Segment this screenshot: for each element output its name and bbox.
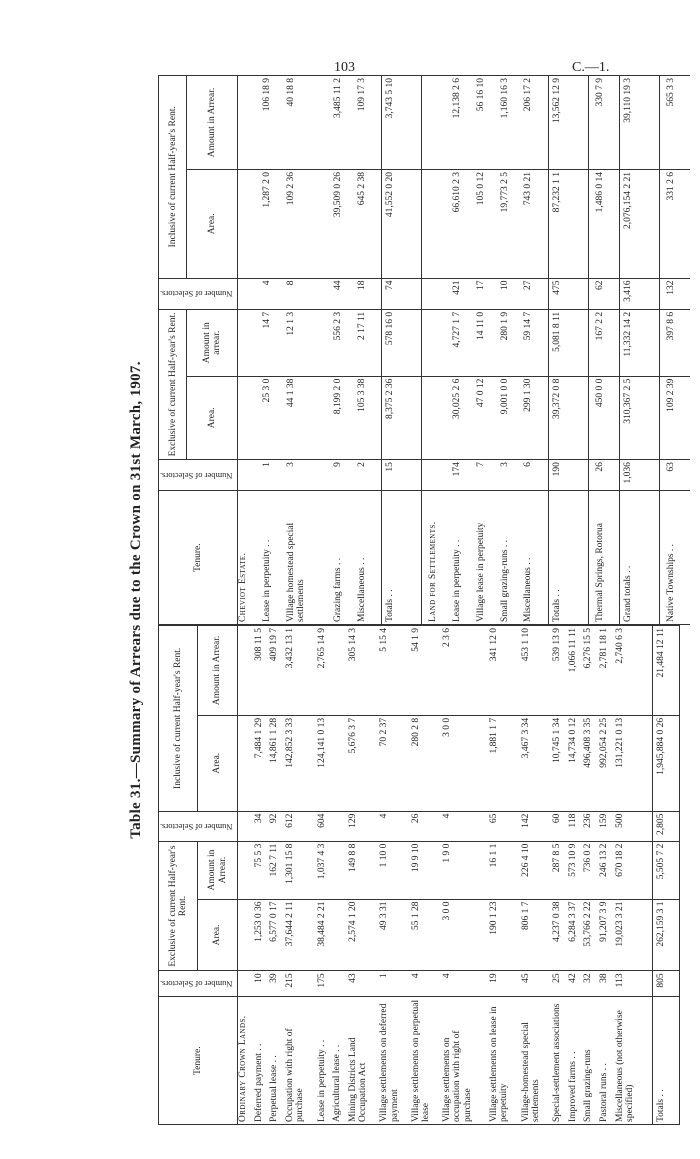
area-cell: 55 1 28 [411,899,442,971]
col-exclusive: Exclusive of current Half-year's Rent. [159,841,198,971]
tenure-cell: Lease in perpetuity . . [317,997,333,1125]
empty-cell [428,169,452,278]
area-incl-cell: 3 0 0 [442,715,489,811]
area-cell: 19,023 3 21 [615,899,646,971]
area-cell: 310,367 2 5 [620,376,660,459]
tenure-cell: Small grazing-runs [583,997,599,1125]
area-cell: 44 1 38 [286,376,333,459]
amount-cell: 670 18 2 [615,841,646,899]
col-area-2: Area. [198,715,237,811]
table-row [262,76,286,625]
empty-cell [237,309,262,376]
area-cell: 3 0 0 [442,899,489,971]
selectors-incl-cell: 2,805 [653,811,679,841]
empty-cell [237,278,262,309]
area-cell: 105 3 38 [357,376,382,459]
area-incl-cell: 5,676 3 7 [348,715,379,811]
amount-cell: 12 1 3 [286,309,333,376]
selectors-incl-cell: 159 [599,811,615,841]
selectors-cell: 175 [317,971,333,997]
area-incl-cell: 7,484 1 29 [254,715,270,811]
col-tenure-r: Tenure. [159,491,238,625]
page-number: 103 [334,60,355,75]
amount-incl-cell: 54 1 9 [411,626,442,716]
table-row [620,76,660,625]
area-incl-cell: 87,232 1 1 [548,169,588,278]
col-area: Area. [198,899,237,971]
amount-cell: 149 8 8 [348,841,379,899]
section-row [237,626,253,1125]
area-incl-cell: 39,509 0 26 [333,169,357,278]
selectors-incl-cell: 500 [615,811,646,841]
amount-incl-cell: 2,781 18 1 [599,626,615,716]
table-row [269,626,285,1125]
selectors-cell: 43 [348,971,379,997]
selectors-cell: 190 [548,460,588,491]
col-amount-r2: Amount in Arrear. [187,76,237,170]
amount-cell: 1 9 0 [442,841,489,899]
tenure-cell: Village lease in perpetuity [476,491,500,625]
amount-incl-cell: 305 14 3 [348,626,379,716]
amount-incl-cell: 2 3 6 [442,626,489,716]
area-incl-cell: 19,773 2 5 [500,169,524,278]
empty-cell [428,460,452,491]
selectors-cell: 10 [254,971,270,997]
area-incl-cell: 142,852 3 33 [285,715,316,811]
tenure-cell: Occupation with right of purchase [285,997,316,1125]
section-row [428,76,452,625]
document-reference: C.—1. [572,60,610,75]
area-cell: 49 3 31 [379,899,410,971]
area-cell: 1,253 0 36 [254,899,270,971]
table-row [254,626,270,1125]
tenure-cell: Totals . . [653,997,679,1125]
area-incl-cell: 3,467 3 34 [521,715,552,811]
selectors-cell: 3 [500,460,524,491]
selectors-incl-cell: 34 [254,811,270,841]
selectors-incl-cell: 4 [262,278,286,309]
selectors-incl-cell: 17 [476,278,500,309]
selectors-cell: 2 [357,460,382,491]
col-tenure: Tenure. [159,997,238,1125]
area-incl-cell: 496,408 3 35 [583,715,599,811]
table-row [489,626,520,1125]
tenure-cell: Miscellaneous (not otherwise specified) [615,997,646,1125]
area-cell: 53,766 2 22 [583,899,599,971]
selectors-cell: 113 [615,971,646,997]
area-cell: 299 1 30 [523,376,548,459]
area-incl-cell [332,715,348,811]
tenure-cell: Lease in perpetuity . . [452,491,476,625]
amount-incl-cell: 1,066 11 11 [568,626,584,716]
tenure-cell: Village settlements on occupation with right of purchase [442,997,489,1125]
selectors-cell: 9 [333,460,357,491]
amount-incl-cell: 39,110 19 3 [620,76,660,170]
selectors-cell: 32 [583,971,599,997]
area-incl-cell: 14,734 0 12 [568,715,584,811]
col-amount: Amount in Arrear. [198,841,237,899]
area-incl-cell: 331 2 6 [666,169,690,278]
table-row [521,626,552,1125]
area-incl-cell: 14,861 1 28 [269,715,285,811]
table-row [615,626,646,1125]
tenure-cell: Pastoral runs . . [599,997,615,1125]
selectors-incl-cell: 612 [285,811,316,841]
selectors-cell: 805 [653,971,679,997]
area-incl-cell: 1,945,884 0 26 [653,715,679,811]
empty-cell [237,460,262,491]
tenure-cell: Deferred payment . . [254,997,270,1125]
amount-cell: 16 1 1 [489,841,520,899]
amount-incl-cell: 308 11 5 [254,626,270,716]
selectors-incl-cell: 3,416 [620,278,660,309]
area-cell: 6,284 3 37 [568,899,584,971]
amount-cell: 59 14 7 [523,309,548,376]
area-cell: 6,577 0 17 [269,899,285,971]
table-row [357,76,382,625]
amount-incl-cell: 206 17 2 [523,76,548,170]
selectors-incl-cell: 92 [269,811,285,841]
amount-cell: 14 11 0 [476,309,500,376]
selectors-cell: 6 [523,460,548,491]
tenure-cell: Perpetual lease . . [269,997,285,1125]
col-amount-2: Amount in Arrear. [198,626,237,716]
amount-incl-cell: 409 19 7 [269,626,285,716]
empty-cell [237,715,253,811]
tenure-cell: Village settlements on perpetual lease [411,997,442,1125]
amount-cell: 573 10 9 [568,841,584,899]
amount-cell: 736 0 2 [583,841,599,899]
selectors-incl-cell: 4 [442,811,489,841]
table-row [523,76,548,625]
selectors-incl-cell: 8 [286,278,333,309]
tenure-cell: Grazing farms . . [333,491,357,625]
table-row [568,626,584,1125]
selectors-incl-cell: 132 [666,278,690,309]
area-cell [332,899,348,971]
table-row [286,76,333,625]
selectors-cell: 39 [269,971,285,997]
amount-incl-cell: 106 18 9 [262,76,286,170]
amount-cell: 75 5 3 [254,841,270,899]
col-selectors-r2: Number of Selectors. [159,278,238,309]
area-incl-cell: 1,486 0 14 [595,169,620,278]
area-incl-cell: 992,054 2 25 [599,715,615,811]
table-row [548,76,588,625]
amount-cell: 5,505 7 2 [653,841,679,899]
amount-incl-cell: 2,740 6 3 [615,626,646,716]
empty-cell [428,278,452,309]
amount-cell: 14 7 [262,309,286,376]
empty-cell [237,841,253,899]
area-cell: 2,574 1 20 [348,899,379,971]
table-title: Table 31.—Summary of Arrears due to the Crown on 31st March, 1907. [128,361,144,839]
selectors-cell: 215 [285,971,316,997]
area-incl-cell: 66,610 2 3 [452,169,476,278]
tenure-cell: Village homestead special settlements [286,491,333,625]
amount-cell: 1 10 0 [379,841,410,899]
amount-incl-cell: 3,743 5 10 [382,76,422,170]
selectors-incl-cell [332,811,348,841]
tenure-cell: Special-settlement associations [552,997,568,1125]
selectors-cell: 4 [442,971,489,997]
amount-cell: 19 9 10 [411,841,442,899]
area-cell: 109 2 39 [666,376,690,459]
area-incl-cell: 280 2 8 [411,715,442,811]
selectors-incl-cell: 18 [357,278,382,309]
amount-incl-cell: 5 15 4 [379,626,410,716]
amount-cell [332,841,348,899]
empty-cell [237,76,262,170]
col-inclusive: Inclusive of current Half-year's Rent. [159,626,198,812]
selectors-cell: 19 [489,971,520,997]
selectors-cell: 7 [476,460,500,491]
area-cell: 37,644 2 11 [285,899,316,971]
amount-incl-cell: 12,138 2 6 [452,76,476,170]
selectors-cell [332,971,348,997]
amount-cell: 2 17 11 [357,309,382,376]
area-cell: 25 3 0 [262,376,286,459]
selectors-incl-cell: 26 [411,811,442,841]
selectors-incl-cell: 44 [333,278,357,309]
table-row [348,626,379,1125]
area-incl-cell: 743 0 21 [523,169,548,278]
amount-cell: 1,037 4 3 [317,841,333,899]
selectors-incl-cell: 129 [348,811,379,841]
empty-cell [237,811,253,841]
table-row [382,76,422,625]
empty-cell [428,309,452,376]
amount-incl-cell [332,626,348,716]
table-row [583,626,599,1125]
table-row [452,76,476,625]
area-cell: 450 0 0 [595,376,620,459]
table-row [599,626,615,1125]
left-table [158,625,680,1125]
selectors-cell: 25 [552,971,568,997]
col-inclusive-r: Inclusive of current Half-year's Rent. [159,76,187,279]
selectors-cell: 1,036 [620,460,660,491]
area-incl-cell: 109 2 36 [286,169,333,278]
amount-cell: 556 2 3 [333,309,357,376]
amount-cell: 397 8 6 [666,309,690,376]
amount-incl-cell: 13,562 12 9 [548,76,588,170]
table-row [500,76,524,625]
area-incl-cell: 70 2 37 [379,715,410,811]
tenure-cell: Totals . . [382,491,422,625]
selectors-cell: 26 [595,460,620,491]
selectors-incl-cell: 74 [382,278,422,309]
selectors-cell: 45 [521,971,552,997]
area-cell: 262,159 3 1 [653,899,679,971]
area-incl-cell: 41,552 0 20 [382,169,422,278]
tenure-cell: Mining Districts Land Occupation Act [348,997,379,1125]
amount-incl-cell: 3,485 11 2 [333,76,357,170]
area-cell: 9,001 0 0 [500,376,524,459]
tenure-cell: Agricultural lease . . [332,997,348,1125]
selectors-incl-cell: 65 [489,811,520,841]
area-cell: 39,372 0 8 [548,376,588,459]
tenure-cell: Village settlements on deferred payment [379,997,410,1125]
area-cell: 30,025 2 6 [452,376,476,459]
table-row [653,626,679,1125]
area-incl-cell: 645 2 38 [357,169,382,278]
amount-incl-cell: 6,276 15 5 [583,626,599,716]
col-amount-r: Amount in arrear. [187,309,237,376]
selectors-cell: 1 [262,460,286,491]
tenure-cell: Lease in perpetuity . . [262,491,286,625]
amount-cell: 4,727 1 7 [452,309,476,376]
area-cell: 806 1 7 [521,899,552,971]
amount-cell: 167 2 2 [595,309,620,376]
table-row [666,76,690,625]
tenure-cell: Small grazing-runs . . [500,491,524,625]
amount-cell: 280 1 9 [500,309,524,376]
area-incl-cell: 124,141 0 13 [317,715,333,811]
table-row [285,626,316,1125]
area-incl-cell: 10,745 1 34 [552,715,568,811]
selectors-cell: 3 [286,460,333,491]
tenure-cell: Village settlements on lease in perpetuity [489,997,520,1125]
selectors-cell: 63 [666,460,690,491]
area-cell: 4,237 0 38 [552,899,568,971]
empty-cell [237,169,262,278]
amount-cell: 5,081 8 11 [548,309,588,376]
table-row [411,626,442,1125]
selectors-cell: 1 [379,971,410,997]
selectors-incl-cell: 421 [452,278,476,309]
tenure-cell: Improved farms . . [568,997,584,1125]
amount-cell: 226 4 10 [521,841,552,899]
rotated-table-block [128,75,677,1125]
section-heading: Ordinary Crown Lands. [237,997,253,1125]
amount-incl-cell: 3,432 13 1 [285,626,316,716]
area-incl-cell: 131,221 0 13 [615,715,646,811]
selectors-incl-cell: 118 [568,811,584,841]
selectors-incl-cell: 62 [595,278,620,309]
area-incl-cell: 2,076,154 2 21 [620,169,660,278]
tenure-cell: Thermal Springs, Rotorua [595,491,620,625]
selectors-cell: 42 [568,971,584,997]
selectors-incl-cell: 27 [523,278,548,309]
section-row [237,76,262,625]
amount-incl-cell: 2,765 14 9 [317,626,333,716]
table-row [332,626,348,1125]
col-selectors-2: Number of Selectors. [159,811,238,841]
table-row [476,76,500,625]
amount-incl-cell: 539 13 9 [552,626,568,716]
amount-incl-cell: 341 12 0 [489,626,520,716]
col-selectors-r: Number of Selectors. [159,460,238,491]
selectors-cell: 38 [599,971,615,997]
col-area-r2: Area. [187,169,237,278]
selectors-cell: 4 [411,971,442,997]
col-area-r: Area. [187,376,237,459]
area-cell: 190 1 23 [489,899,520,971]
col-selectors: Number of Selectors. [159,971,238,997]
section-heading: Land for Settlements. [428,491,452,625]
selectors-incl-cell: 60 [552,811,568,841]
section-heading: Cheviot Estate. [237,491,262,625]
amount-cell: 162 7 11 [269,841,285,899]
amount-incl-cell: 56 16 10 [476,76,500,170]
right-table [158,75,690,625]
selectors-incl-cell: 475 [548,278,588,309]
table-row [379,626,410,1125]
amount-cell: 11,332 14 2 [620,309,660,376]
area-cell: 91,207 3 9 [599,899,615,971]
tenure-cell: Miscellaneous . . [523,491,548,625]
amount-incl-cell: 21,484 12 11 [653,626,679,716]
empty-cell [428,376,452,459]
amount-incl-cell: 1,160 16 3 [500,76,524,170]
selectors-cell: 174 [452,460,476,491]
amount-cell: 1,301 15 8 [285,841,316,899]
area-cell: 38,484 2 21 [317,899,333,971]
area-cell: 8,375 2 36 [382,376,422,459]
col-exclusive-r: Exclusive of current Half-year's Rent. [159,309,187,459]
selectors-incl-cell: 10 [500,278,524,309]
tenure-cell: Native Townships . . [666,491,690,625]
selectors-cell: 15 [382,460,422,491]
tenure-cell: Totals . . [548,491,588,625]
amount-cell: 246 13 2 [599,841,615,899]
area-cell: 47 0 12 [476,376,500,459]
tenure-cell: Grand totals . . [620,491,660,625]
table-row [595,76,620,625]
area-incl-cell: 1,881 1 7 [489,715,520,811]
amount-incl-cell: 330 7 9 [595,76,620,170]
tenure-cell: Miscellaneous . . [357,491,382,625]
empty-cell [237,971,253,997]
amount-incl-cell: 109 17 3 [357,76,382,170]
empty-cell [428,76,452,170]
table-row [333,76,357,625]
amount-cell: 287 8 5 [552,841,568,899]
tenure-cell: Village-homestead special settlements [521,997,552,1125]
amount-incl-cell: 565 3 3 [666,76,690,170]
area-incl-cell: 1,287 2 0 [262,169,286,278]
table-row [317,626,333,1125]
table-row [442,626,489,1125]
area-incl-cell: 105 0 12 [476,169,500,278]
selectors-incl-cell: 4 [379,811,410,841]
amount-incl-cell: 40 18 8 [286,76,333,170]
selectors-incl-cell: 236 [583,811,599,841]
amount-incl-cell: 453 1 10 [521,626,552,716]
empty-cell [237,626,253,716]
empty-cell [237,376,262,459]
table-row [552,626,568,1125]
empty-cell [237,899,253,971]
selectors-incl-cell: 604 [317,811,333,841]
selectors-incl-cell: 142 [521,811,552,841]
area-cell: 8,199 2 0 [333,376,357,459]
amount-cell: 578 16 0 [382,309,422,376]
